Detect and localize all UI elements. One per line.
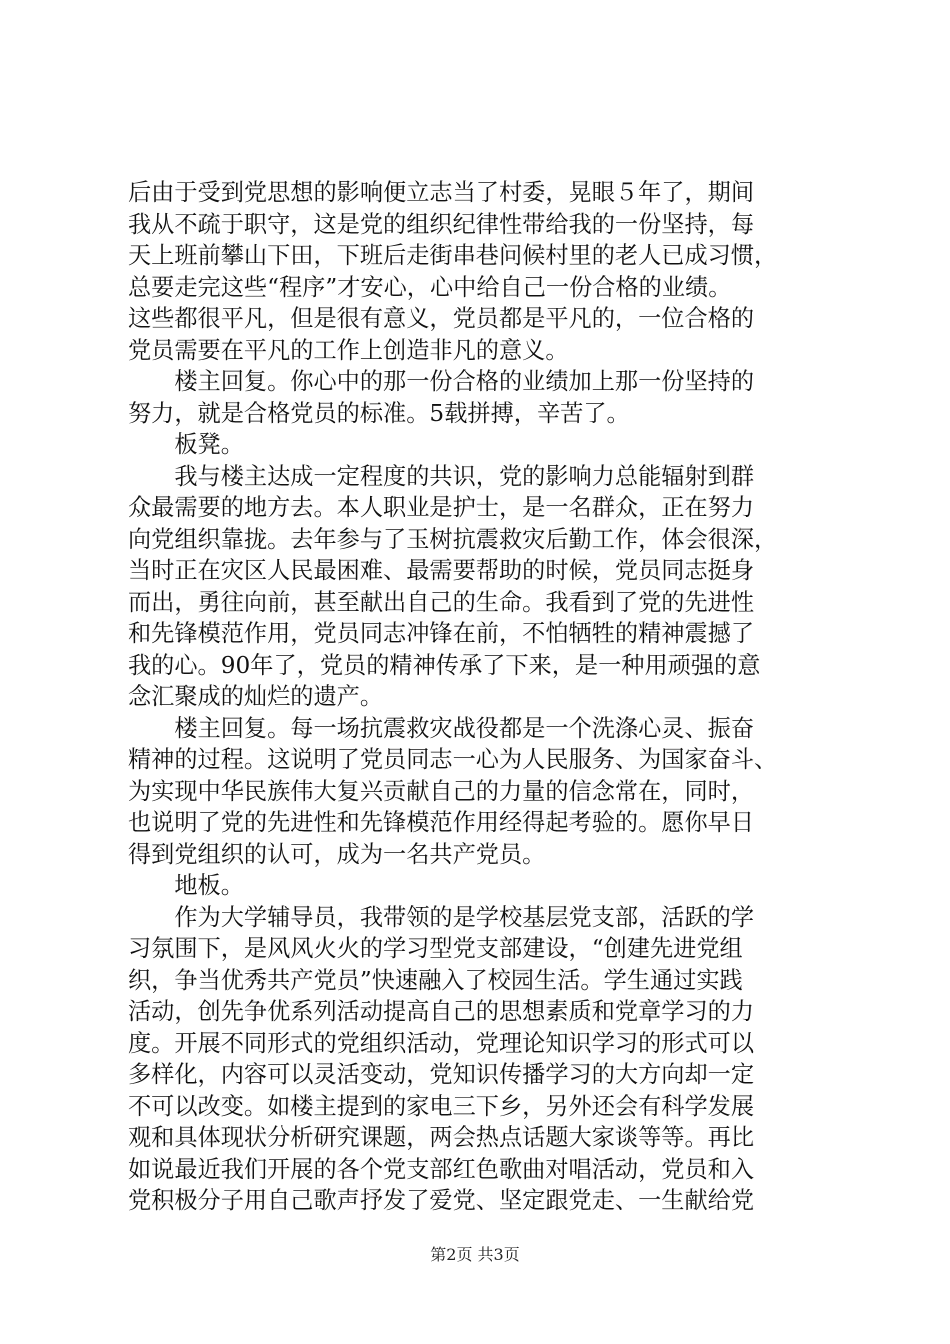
text-line: 观和具体现状分析研究课题，两会热点话题大家谈等等。再比 [128,1124,755,1151]
text-line: 党员需要在平凡的工作上创造非凡的意义。 [128,336,569,364]
text-line: 也说明了党的先进性和先锋模范作用经得起考验的。愿你早日 [128,809,755,836]
text-line: 我从不疏于职守，这是党的组织纪律性带给我的一份坚持，每 [128,210,755,238]
text-line: 这些都很平凡，但是很有意义，党员都是平凡的，一位合格的 [128,305,755,332]
text-line: 楼主回复。每一场抗震救灾战役都是一个洗涤心灵、振奋 [128,714,755,742]
body-text [128,177,832,1217]
text-line: 天上班前攀山下田，下班后走街串巷问候村里的老人已成习惯， [128,242,778,269]
text-line: 活动，创先争优系列活动提高自己的思想素质和党章学习的力 [128,998,755,1025]
text-line: 作为大学辅导员，我带领的是学校基层党支部，活跃的学 [128,903,755,931]
text-line: 板凳。 [128,431,244,458]
page-number-footer: 第2页 共3页 [430,1245,520,1264]
text-line: 后由于受到党思想的影响便立志当了村委，晃眼５年了，期间 [128,179,755,206]
text-line: 念汇聚成的灿烂的遗产。 [128,683,384,710]
text-line: 得到党组织的认可，成为一名共产党员。 [128,840,546,868]
text-line: 习氛围下，是风风火火的学习型党支部建设，“创建先进党组 [128,935,743,962]
text-line: 多样化，内容可以灵活变动，党知识传播学习的大方向却一定 [128,1061,755,1088]
text-line: 织，争当优秀共产党员”快速融入了校园生活。学生通过实践 [128,966,743,994]
text-line: 为实现中华民族伟大复兴贡献自己的力量的信念常在，同时， [128,777,755,805]
text-line: 当时正在灾区人民最困难、最需要帮助的时候，党员同志挺身 [128,557,755,584]
text-line: 和先锋模范作用，党员同志冲锋在前，不怕牺牲的精神震撼了 [128,620,755,647]
text-line: 楼主回复。你心中的那一份合格的业绩加上那一份坚持的 [128,368,755,395]
text-line: 我的心。90年了，党员的精神传承了下来，是一种用顽强的意 [128,651,761,679]
text-line: 努力，就是合格党员的标准。5载拼搏，辛苦了。 [128,399,630,427]
text-line: 众最需要的地方去。本人职业是护士，是一名群众，正在努力 [128,494,755,521]
text-line: 向党组织靠拢。去年参与了玉树抗震救灾后勤工作，体会很深， [128,525,778,553]
text-line: 总要走完这些“程序”才安心，心中给自己一份合格的业绩。 [128,273,732,301]
text-line: 精神的过程。这说明了党员同志一心为人民服务、为国家奋斗、 [128,746,778,773]
text-line: 地板。 [128,872,244,899]
text-line: 党积极分子用自己歌声抒发了爱党、坚定跟党走、一生献给党 [128,1187,755,1214]
text-line: 我与楼主达成一定程度的共识，党的影响力总能辐射到群 [128,462,755,490]
text-line: 而出，勇往向前，甚至献出自己的生命。我看到了党的先进性 [128,588,755,616]
text-line: 度。开展不同形式的党组织活动，党理论知识学习的形式可以 [128,1029,755,1057]
text-line: 如说最近我们开展的各个党支部红色歌曲对唱活动，党员和入 [128,1155,755,1183]
text-line: 不可以改变。如楼主提到的家电三下乡，另外还会有科学发展 [128,1092,755,1120]
